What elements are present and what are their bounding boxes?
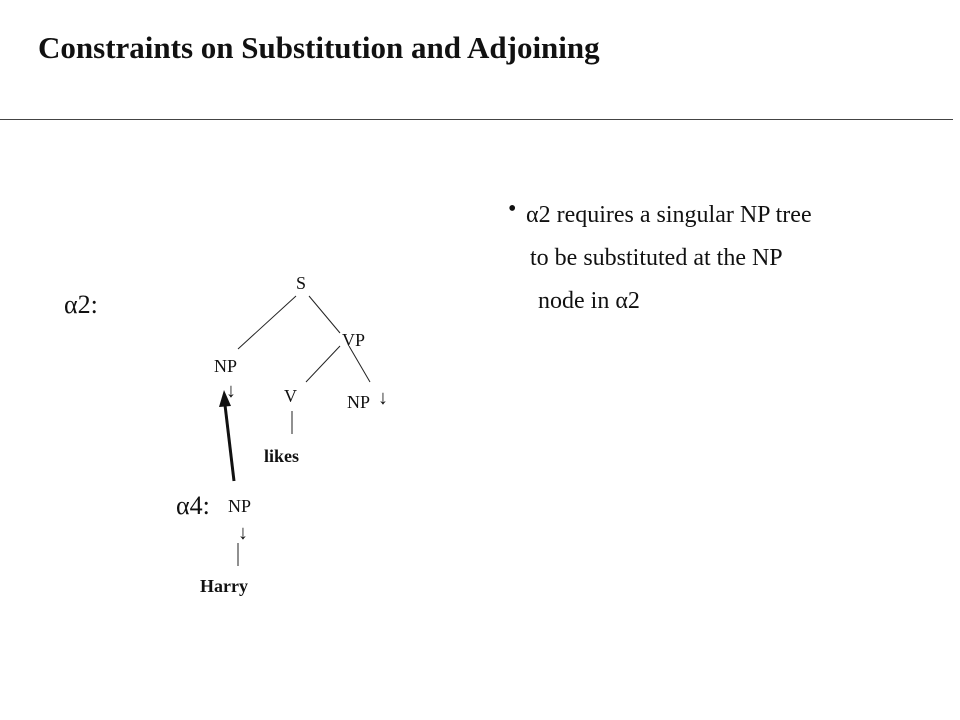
lexeme-harry: Harry	[200, 576, 248, 596]
np-alpha4-arrow: ↓	[238, 522, 248, 544]
edge-s-np	[238, 296, 296, 349]
bullet-line-2: to be substituted at the NP	[530, 245, 783, 271]
node-np-subject: NP	[214, 356, 238, 376]
bullet-line-1: α2 requires a singular NP tree	[526, 202, 812, 228]
node-np-object: NP	[347, 392, 371, 412]
bullet-line-3: node in α2	[538, 288, 640, 314]
slide-title: Constraints on Substitution and Adjoining	[38, 30, 600, 65]
node-v: V	[284, 386, 297, 406]
node-vp: VP	[342, 330, 366, 350]
np-subject-arrow: ↓	[226, 380, 236, 402]
alpha2-label: α2:	[64, 290, 98, 319]
substitution-arrow-shaft	[225, 405, 234, 481]
node-s: S	[296, 273, 307, 293]
edge-vp-np	[349, 346, 370, 382]
np-object-arrow: ↓	[378, 387, 388, 409]
alpha4-label: α4:	[176, 491, 210, 520]
bullet-marker: •	[508, 196, 517, 222]
edge-vp-v	[306, 346, 340, 382]
edge-s-vp	[309, 296, 340, 333]
node-np-alpha4: NP	[228, 496, 252, 516]
lexeme-likes: likes	[264, 446, 300, 466]
